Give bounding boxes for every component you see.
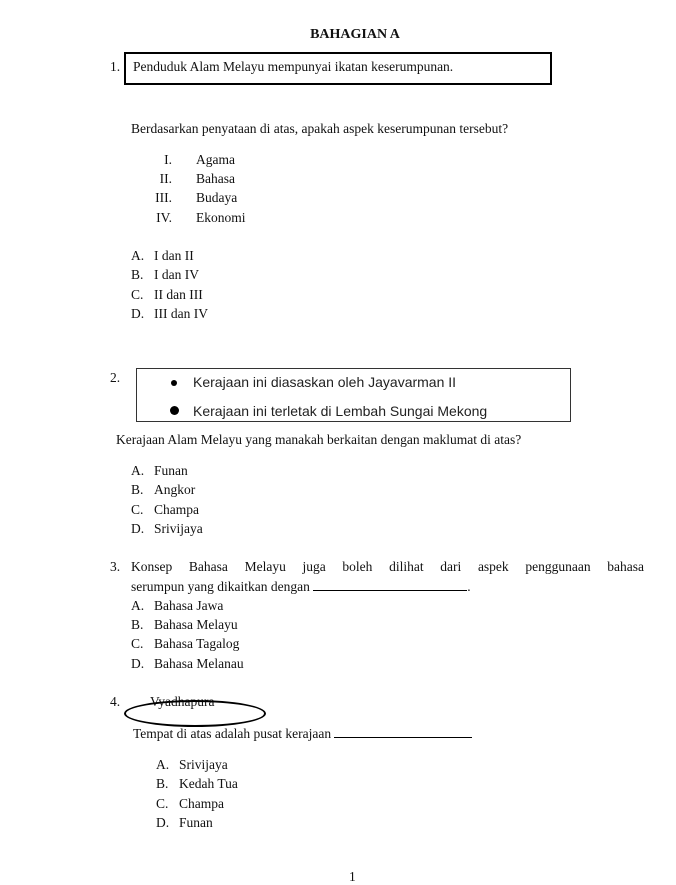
q2-option-letter: C. <box>131 502 144 517</box>
q2-option-letter: B. <box>131 482 144 497</box>
q1-item-text: Bahasa <box>196 171 235 186</box>
bullet-icon <box>170 406 179 415</box>
q3-option-text[interactable]: Bahasa Tagalog <box>154 636 240 651</box>
q2-info-box <box>136 368 571 422</box>
q3-word: Bahasa <box>188 559 228 574</box>
q3-word: Konsep <box>131 559 173 574</box>
q1-option-text[interactable]: II dan III <box>154 287 203 302</box>
q1-item-num: IV. <box>156 210 172 225</box>
q3-line1 <box>131 559 644 575</box>
q1-item-num: I. <box>164 152 172 167</box>
q3-word: aspek <box>477 559 509 574</box>
q1-option-letter: D. <box>131 306 145 321</box>
q4-option-letter: A. <box>156 757 170 772</box>
q1-number: 1. <box>110 59 121 74</box>
q4-number: 4. <box>110 694 121 709</box>
q3-option-letter: D. <box>131 656 145 671</box>
q3-option-letter: A. <box>131 598 145 613</box>
q3-word: boleh <box>342 559 373 574</box>
q3-word: dari <box>440 559 462 574</box>
q1-item-text: Budaya <box>196 190 238 205</box>
q4-option-text[interactable]: Champa <box>179 796 224 811</box>
q2-option-letter: D. <box>131 521 145 536</box>
q4-question: Tempat di atas adalah pusat kerajaan <box>133 726 332 741</box>
q1-item-num: III. <box>155 190 172 205</box>
q1-option-text[interactable]: I dan II <box>154 248 194 263</box>
q3-word: Melayu <box>244 559 286 574</box>
q2-option-text[interactable]: Funan <box>154 463 188 478</box>
q2-bullet-text: Kerajaan ini terletak di Lembah Sungai Mekong <box>193 403 488 419</box>
q2-number: 2. <box>110 370 121 385</box>
q4-question-line <box>133 726 472 742</box>
q1-item-text: Agama <box>196 152 235 167</box>
q4-option-letter: C. <box>156 796 169 811</box>
q3-option-text[interactable]: Bahasa Melayu <box>154 617 238 632</box>
q2-option-letter: A. <box>131 463 145 478</box>
q3-word: bahasa <box>607 559 644 574</box>
q3-number: 3. <box>110 559 121 574</box>
q4-option-letter: D. <box>156 815 170 830</box>
q2-bullet-text: Kerajaan ini diasaskan oleh Jayavarman II <box>193 374 457 390</box>
q1-option-letter: C. <box>131 287 144 302</box>
q1-statement: Penduduk Alam Melayu mempunyai ikatan keserumpunan. <box>133 59 454 74</box>
q4-option-text[interactable]: Srivijaya <box>179 757 228 772</box>
q3-option-letter: B. <box>131 617 144 632</box>
q2-option-text[interactable]: Champa <box>154 502 199 517</box>
q3-line2-text: serumpun yang dikaitkan dengan <box>131 579 310 594</box>
q2-option-text[interactable]: Angkor <box>154 482 196 497</box>
q1-item-text: Ekonomi <box>196 210 246 225</box>
q4-option-text[interactable]: Kedah Tua <box>179 776 238 791</box>
circle-annotation <box>124 700 266 727</box>
page-title: BAHAGIAN A <box>310 27 400 42</box>
q3-word: dilihat <box>389 559 424 574</box>
q1-option-text[interactable]: III dan IV <box>154 306 208 321</box>
bullet-icon <box>171 380 177 386</box>
q1-option-letter: B. <box>131 267 144 282</box>
q3-word: juga <box>302 559 326 574</box>
answer-blank <box>334 737 472 738</box>
q2-question: Kerajaan Alam Melayu yang manakah berkaitan dengan maklumat di atas? <box>116 432 522 447</box>
q4-option-letter: B. <box>156 776 169 791</box>
q3-line2-end: . <box>467 579 471 594</box>
q1-option-text[interactable]: I dan IV <box>154 267 199 282</box>
answer-blank <box>313 590 467 591</box>
q1-option-letter: A. <box>131 248 145 263</box>
q2-option-text[interactable]: Srivijaya <box>154 521 203 536</box>
page-number: 1 <box>349 869 356 884</box>
q3-word: penggunaan <box>525 559 591 574</box>
q3-option-letter: C. <box>131 636 144 651</box>
q1-question: Berdasarkan penyataan di atas, apakah aspek keserumpunan tersebut? <box>131 121 509 136</box>
q4-place: Vyadhapura <box>150 694 215 709</box>
q3-option-text[interactable]: Bahasa Melanau <box>154 656 244 671</box>
q4-option-text[interactable]: Funan <box>179 815 213 830</box>
q1-item-num: II. <box>159 171 172 186</box>
q3-line2 <box>131 579 471 595</box>
q3-option-text[interactable]: Bahasa Jawa <box>154 598 224 613</box>
